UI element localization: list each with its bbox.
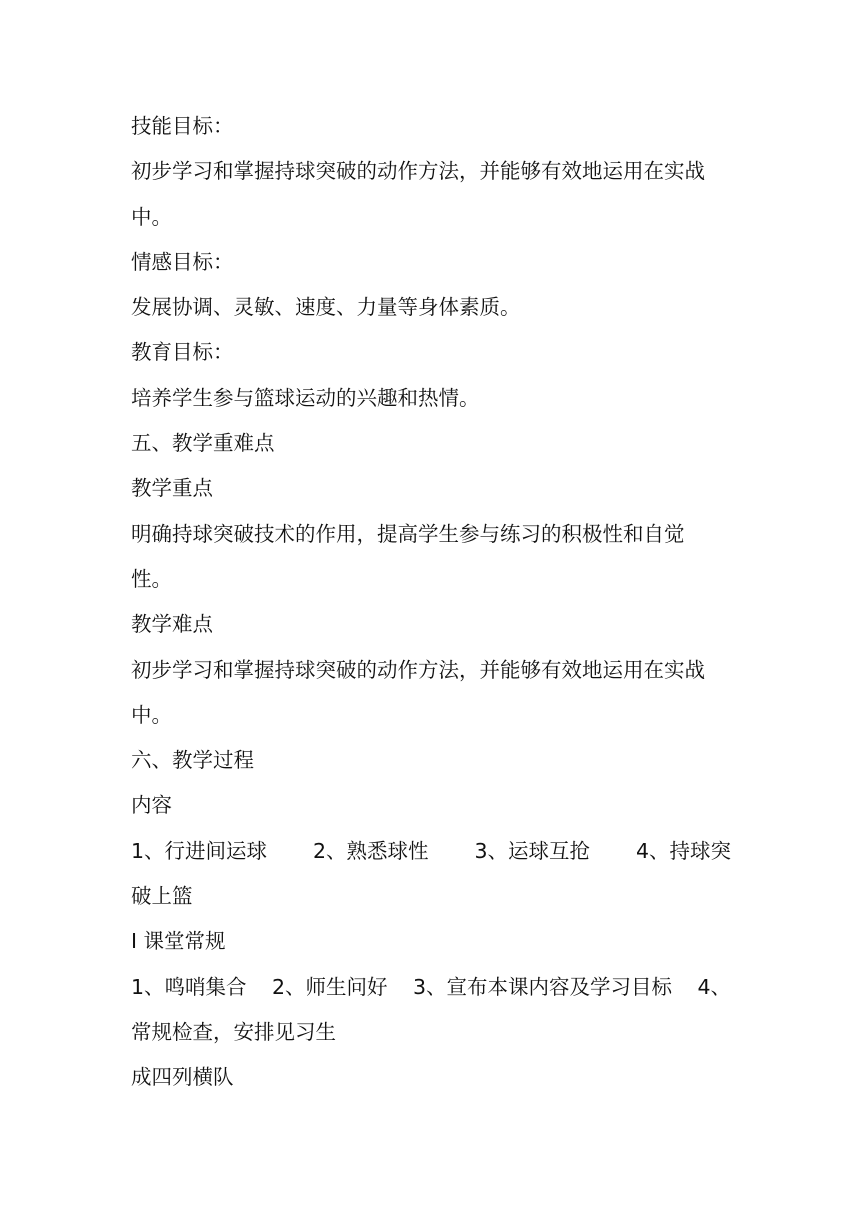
section6-heading-text: 六、教学过程 (131, 748, 254, 773)
routine-heading-text: Ⅰ 课堂常规 (131, 929, 226, 954)
difficulty-heading (131, 602, 731, 647)
routine-items-cont (131, 1010, 731, 1055)
skill-goal-text-line-1: 初步学习和掌握持球突破的动作方法，并能够有效地运用在实战 (131, 159, 705, 184)
content-item: 2、熟悉球性 (312, 838, 429, 863)
key-point-text-cont (131, 557, 731, 602)
difficulty-text-line-1: 初步学习和掌握持球突破的动作方法，并能够有效地运用在实战 (131, 657, 705, 682)
emotion-goal-heading (131, 240, 731, 285)
skill-goal-text (131, 149, 731, 194)
formation-line (131, 1055, 731, 1100)
routine-items-cont-text: 常规检查，安排见习生 (131, 1019, 336, 1044)
content-items-cont (131, 874, 731, 919)
content-item: 1、行进间运球 (131, 838, 268, 863)
education-goal-heading-text: 教育目标： (131, 340, 234, 365)
content-heading (131, 783, 731, 828)
routine-heading (131, 919, 731, 964)
routine-item: 2、师生问好 (271, 974, 388, 999)
routine-items-row (131, 965, 731, 1010)
key-point-text-line-2: 性。 (131, 566, 172, 591)
skill-goal-text-line-2: 中。 (131, 204, 172, 229)
difficulty-heading-text: 教学难点 (131, 612, 213, 637)
key-point-text-line-1: 明确持球突破技术的作用，提高学生参与练习的积极性和自觉 (131, 521, 685, 546)
section6-heading (131, 738, 731, 783)
skill-goal-text-cont (131, 195, 731, 240)
formation-text: 成四列横队 (131, 1065, 234, 1090)
emotion-goal-heading-text: 情感目标： (131, 249, 234, 274)
difficulty-text-cont (131, 693, 731, 738)
section5-heading-text: 五、教学重难点 (131, 431, 275, 456)
skill-goal-heading-text: 技能目标： (131, 114, 234, 138)
content-heading-text: 内容 (131, 793, 172, 818)
content-item: 4、持球突 (635, 838, 731, 863)
education-goal-text (131, 376, 731, 421)
key-point-heading (131, 466, 731, 511)
routine-item: 4、 (697, 974, 731, 999)
difficulty-text-line-2: 中。 (131, 702, 172, 727)
content-items-row (131, 829, 731, 874)
emotion-goal-text-line: 发展协调、灵敏、速度、力量等身体素质。 (131, 295, 521, 320)
emotion-goal-text (131, 285, 731, 330)
content-item: 3、运球互抢 (474, 838, 591, 863)
key-point-text (131, 512, 731, 557)
skill-goal-heading (131, 104, 731, 149)
document-body (131, 104, 731, 1101)
routine-item: 1、鸣哨集合 (131, 974, 247, 999)
education-goal-heading (131, 330, 731, 375)
section5-heading (131, 421, 731, 466)
difficulty-text (131, 648, 731, 693)
routine-item: 3、宣布本课内容及学习目标 (412, 974, 673, 999)
content-items-cont-text: 破上篮 (131, 884, 193, 909)
education-goal-text-line: 培养学生参与篮球运动的兴趣和热情。 (131, 385, 480, 410)
key-point-heading-text: 教学重点 (131, 476, 213, 501)
